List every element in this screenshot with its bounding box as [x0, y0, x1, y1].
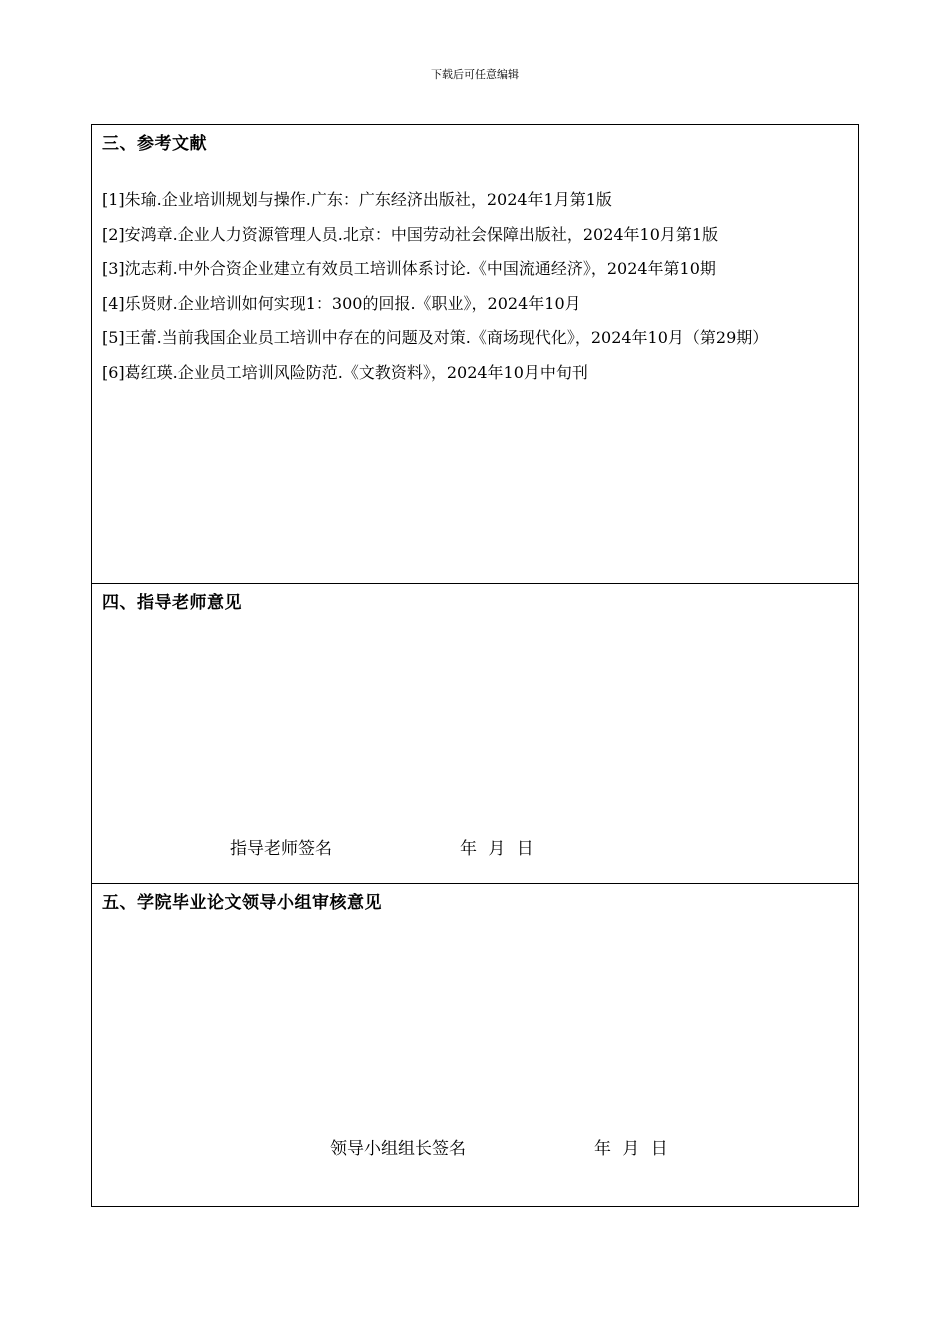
committee-review-section	[92, 884, 858, 1206]
references-section	[92, 125, 858, 584]
advisor-signature-label: 指导老师签名	[230, 839, 332, 859]
committee-signature-label: 领导小组组长签名	[330, 1139, 466, 1159]
advisor-date-label: 年 月 日	[460, 839, 534, 859]
reference-item: [4]乐贤财.企业培训如何实现1：300的回报.《职业》，2024年10月	[102, 293, 581, 313]
reference-list	[102, 183, 854, 390]
reference-item: [5]王蕾.当前我国企业员工培训中存在的问题及对策.《商场现代化》，2024年10月（第29期）	[102, 328, 769, 347]
advisor-opinion-section	[92, 584, 858, 884]
reference-item: [6]葛红瑛.企业员工培训风险防范.《文教资料》，2024年10月中旬刊	[102, 362, 588, 382]
references-title: 三、参考文献	[102, 134, 207, 154]
committee-date-label: 年 月 日	[594, 1139, 668, 1159]
page-header-note: 下载后可任意编辑	[431, 68, 519, 81]
committee-review-title: 五、学院毕业论文领导小组审核意见	[102, 893, 382, 913]
reference-item: [3]沈志莉.中外合资企业建立有效员工培训体系讨论.《中国流通经济》，2024年第10期	[102, 259, 716, 278]
reference-item: [2]安鸿章.企业人力资源管理人员.北京：中国劳动社会保障出版社，2024年10月第1版	[102, 224, 719, 244]
advisor-opinion-title: 四、指导老师意见	[102, 593, 242, 613]
review-form-table	[91, 124, 859, 1207]
reference-item: [1]朱瑜.企业培训规划与操作.广东：广东经济出版社，2024年1月第1版	[102, 190, 612, 209]
